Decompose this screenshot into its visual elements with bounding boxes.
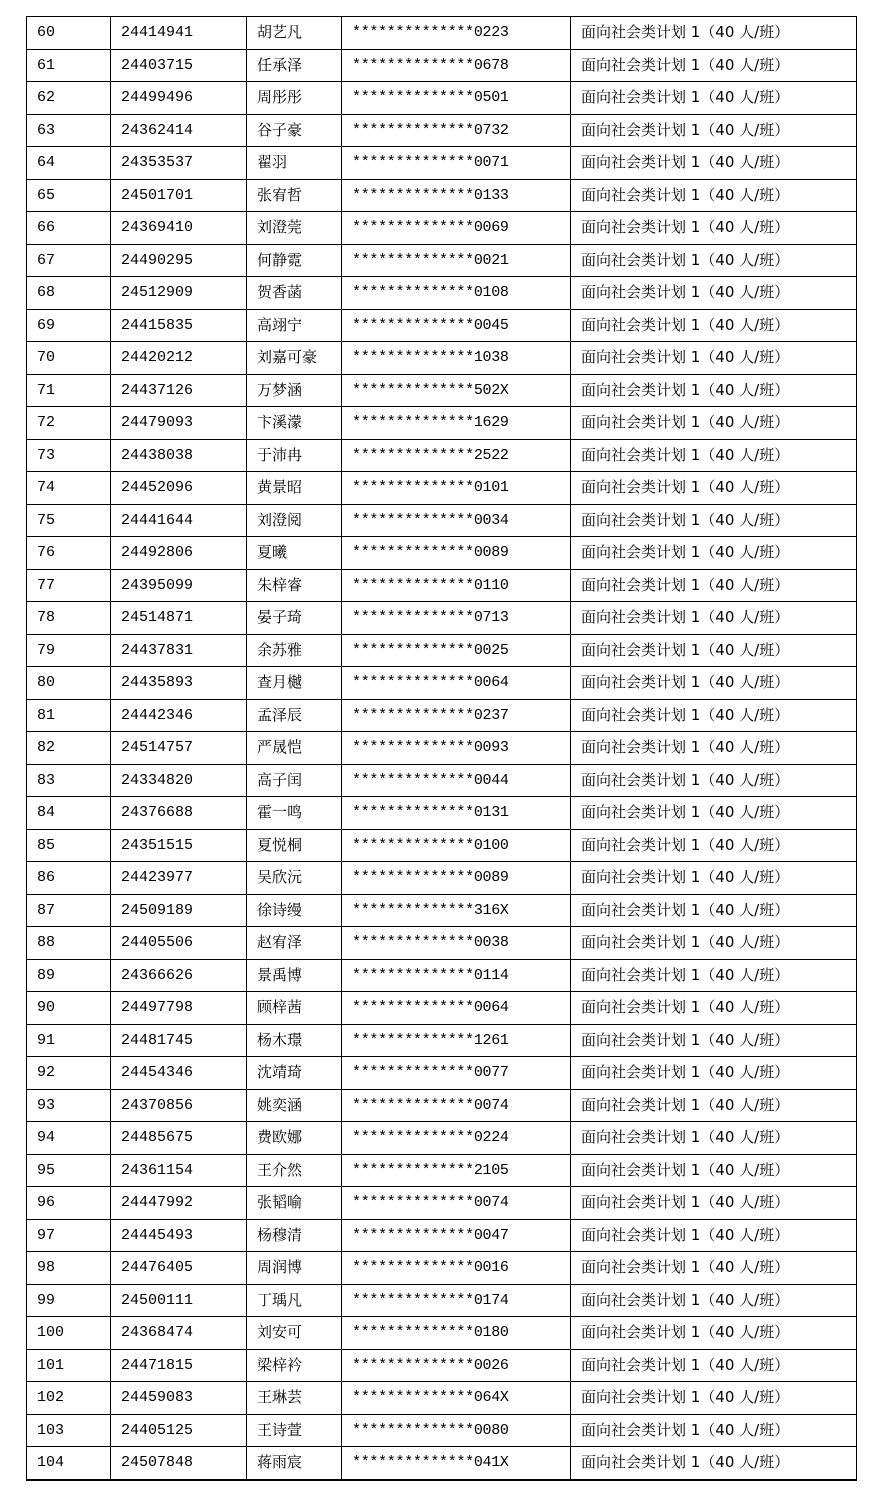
table-row <box>27 797 857 830</box>
table-row <box>27 439 857 472</box>
row-number: 78 <box>27 602 111 635</box>
student-id: 24414941 <box>111 17 247 50</box>
table-row <box>27 244 857 277</box>
student-id: 24423977 <box>111 862 247 895</box>
table-row <box>27 212 857 245</box>
enrollment-plan: 面向社会类计划 1（40 人/班） <box>571 147 857 180</box>
enrollment-plan: 面向社会类计划 1（40 人/班） <box>571 797 857 830</box>
row-number: 98 <box>27 1252 111 1285</box>
id-card-masked: **************0047 <box>342 1219 571 1252</box>
table-row <box>27 992 857 1025</box>
enrollment-plan: 面向社会类计划 1（40 人/班） <box>571 212 857 245</box>
table-row <box>27 1219 857 1252</box>
enrollment-plan: 面向社会类计划 1（40 人/班） <box>571 992 857 1025</box>
student-id: 24509189 <box>111 894 247 927</box>
student-name: 严晟恺 <box>247 732 342 765</box>
row-number: 102 <box>27 1382 111 1415</box>
row-number: 90 <box>27 992 111 1025</box>
table-row <box>27 1382 857 1415</box>
row-number: 85 <box>27 829 111 862</box>
student-id: 24415835 <box>111 309 247 342</box>
student-name: 刘澄莞 <box>247 212 342 245</box>
table-row <box>27 1089 857 1122</box>
row-number: 72 <box>27 407 111 440</box>
student-id: 24420212 <box>111 342 247 375</box>
enrollment-plan: 面向社会类计划 1（40 人/班） <box>571 1447 857 1480</box>
id-card-masked: **************2105 <box>342 1154 571 1187</box>
student-name: 高子闰 <box>247 764 342 797</box>
id-card-masked: **************0071 <box>342 147 571 180</box>
table-row <box>27 17 857 50</box>
student-name: 万梦涵 <box>247 374 342 407</box>
id-card-masked: **************502X <box>342 374 571 407</box>
id-card-masked: **************0077 <box>342 1057 571 1090</box>
table-row <box>27 179 857 212</box>
student-id: 24334820 <box>111 764 247 797</box>
enrollment-plan: 面向社会类计划 1（40 人/班） <box>571 374 857 407</box>
enrollment-plan: 面向社会类计划 1（40 人/班） <box>571 537 857 570</box>
id-card-masked: **************0101 <box>342 472 571 505</box>
student-name: 周彤彤 <box>247 82 342 115</box>
student-name: 杨穆清 <box>247 1219 342 1252</box>
table-row <box>27 732 857 765</box>
enrollment-plan: 面向社会类计划 1（40 人/班） <box>571 1187 857 1220</box>
id-card-masked: **************0044 <box>342 764 571 797</box>
table-row <box>27 1122 857 1155</box>
enrollment-plan: 面向社会类计划 1（40 人/班） <box>571 504 857 537</box>
id-card-masked: **************0021 <box>342 244 571 277</box>
student-name: 刘嘉可豪 <box>247 342 342 375</box>
enrollment-plan: 面向社会类计划 1（40 人/班） <box>571 1089 857 1122</box>
row-number: 101 <box>27 1349 111 1382</box>
id-card-masked: **************0110 <box>342 569 571 602</box>
table-row <box>27 634 857 667</box>
table-row <box>27 114 857 147</box>
student-name: 刘澄阅 <box>247 504 342 537</box>
id-card-masked: **************0089 <box>342 537 571 570</box>
row-number: 88 <box>27 927 111 960</box>
student-name: 蒋雨宸 <box>247 1447 342 1480</box>
enrollment-plan: 面向社会类计划 1（40 人/班） <box>571 1349 857 1382</box>
row-number: 79 <box>27 634 111 667</box>
student-id: 24395099 <box>111 569 247 602</box>
enrollment-plan: 面向社会类计划 1（40 人/班） <box>571 1252 857 1285</box>
id-card-masked: **************0108 <box>342 277 571 310</box>
row-number: 69 <box>27 309 111 342</box>
student-id: 24437126 <box>111 374 247 407</box>
student-name: 周润博 <box>247 1252 342 1285</box>
table-row <box>27 504 857 537</box>
row-number: 67 <box>27 244 111 277</box>
enrollment-plan: 面向社会类计划 1（40 人/班） <box>571 309 857 342</box>
enrollment-plan: 面向社会类计划 1（40 人/班） <box>571 49 857 82</box>
student-id: 24405125 <box>111 1414 247 1447</box>
row-number: 104 <box>27 1447 111 1480</box>
student-id: 24490295 <box>111 244 247 277</box>
student-name: 霍一鸣 <box>247 797 342 830</box>
student-id: 24514757 <box>111 732 247 765</box>
student-name: 卞溪濛 <box>247 407 342 440</box>
id-card-masked: **************0025 <box>342 634 571 667</box>
student-name: 夏曦 <box>247 537 342 570</box>
table-row <box>27 1414 857 1447</box>
id-card-masked: **************1261 <box>342 1024 571 1057</box>
student-id: 24370856 <box>111 1089 247 1122</box>
table-row <box>27 1447 857 1480</box>
enrollment-plan: 面向社会类计划 1（40 人/班） <box>571 1284 857 1317</box>
id-card-masked: **************0501 <box>342 82 571 115</box>
student-id: 24497798 <box>111 992 247 1025</box>
student-id: 24376688 <box>111 797 247 830</box>
enrollment-plan: 面向社会类计划 1（40 人/班） <box>571 699 857 732</box>
row-number: 82 <box>27 732 111 765</box>
id-card-masked: **************0180 <box>342 1317 571 1350</box>
id-card-masked: **************0114 <box>342 959 571 992</box>
row-number: 61 <box>27 49 111 82</box>
student-name: 刘安可 <box>247 1317 342 1350</box>
row-number: 76 <box>27 537 111 570</box>
id-card-masked: **************0064 <box>342 992 571 1025</box>
student-name: 张韬喻 <box>247 1187 342 1220</box>
student-name: 黄景昭 <box>247 472 342 505</box>
student-id: 24512909 <box>111 277 247 310</box>
table-row <box>27 82 857 115</box>
student-name: 查月樾 <box>247 667 342 700</box>
student-id: 24366626 <box>111 959 247 992</box>
student-name: 杨木璟 <box>247 1024 342 1057</box>
student-name: 费欧娜 <box>247 1122 342 1155</box>
row-number: 100 <box>27 1317 111 1350</box>
table-row <box>27 1057 857 1090</box>
student-id: 24403715 <box>111 49 247 82</box>
student-id: 24445493 <box>111 1219 247 1252</box>
student-name: 姚奕涵 <box>247 1089 342 1122</box>
student-name: 高翊宁 <box>247 309 342 342</box>
student-name: 吴欣沅 <box>247 862 342 895</box>
table-row <box>27 699 857 732</box>
enrollment-plan: 面向社会类计划 1（40 人/班） <box>571 277 857 310</box>
student-id: 24501701 <box>111 179 247 212</box>
id-card-masked: **************0732 <box>342 114 571 147</box>
row-number: 75 <box>27 504 111 537</box>
table-row <box>27 1154 857 1187</box>
id-card-masked: **************041X <box>342 1447 571 1480</box>
id-card-masked: **************0133 <box>342 179 571 212</box>
row-number: 87 <box>27 894 111 927</box>
row-number: 60 <box>27 17 111 50</box>
student-id: 24351515 <box>111 829 247 862</box>
enrollment-plan: 面向社会类计划 1（40 人/班） <box>571 82 857 115</box>
table-row <box>27 829 857 862</box>
enrollment-plan: 面向社会类计划 1（40 人/班） <box>571 602 857 635</box>
row-number: 89 <box>27 959 111 992</box>
row-number: 74 <box>27 472 111 505</box>
id-card-masked: **************0089 <box>342 862 571 895</box>
table-row <box>27 342 857 375</box>
student-name: 赵宥泽 <box>247 927 342 960</box>
table-row <box>27 537 857 570</box>
enrollment-plan: 面向社会类计划 1（40 人/班） <box>571 472 857 505</box>
row-number: 91 <box>27 1024 111 1057</box>
table-row <box>27 1252 857 1285</box>
enrollment-plan: 面向社会类计划 1（40 人/班） <box>571 1414 857 1447</box>
student-name: 晏子琦 <box>247 602 342 635</box>
enrollment-plan: 面向社会类计划 1（40 人/班） <box>571 1122 857 1155</box>
student-id: 24435893 <box>111 667 247 700</box>
student-id: 24361154 <box>111 1154 247 1187</box>
enrollment-plan: 面向社会类计划 1（40 人/班） <box>571 1024 857 1057</box>
student-id: 24442346 <box>111 699 247 732</box>
student-id: 24492806 <box>111 537 247 570</box>
row-number: 99 <box>27 1284 111 1317</box>
row-number: 93 <box>27 1089 111 1122</box>
table-row <box>27 472 857 505</box>
row-number: 80 <box>27 667 111 700</box>
table-row <box>27 1349 857 1382</box>
row-number: 84 <box>27 797 111 830</box>
student-id: 24454346 <box>111 1057 247 1090</box>
enrollment-plan: 面向社会类计划 1（40 人/班） <box>571 114 857 147</box>
id-card-masked: **************0678 <box>342 49 571 82</box>
id-card-masked: **************0100 <box>342 829 571 862</box>
student-id: 24471815 <box>111 1349 247 1382</box>
table-row <box>27 764 857 797</box>
enrollment-plan: 面向社会类计划 1（40 人/班） <box>571 959 857 992</box>
id-card-masked: **************0045 <box>342 309 571 342</box>
row-number: 73 <box>27 439 111 472</box>
enrollment-plan: 面向社会类计划 1（40 人/班） <box>571 439 857 472</box>
student-name: 顾梓茜 <box>247 992 342 1025</box>
student-id: 24437831 <box>111 634 247 667</box>
enrollment-table <box>26 16 857 1481</box>
student-name: 夏悦桐 <box>247 829 342 862</box>
enrollment-plan: 面向社会类计划 1（40 人/班） <box>571 894 857 927</box>
student-name: 何静霓 <box>247 244 342 277</box>
id-card-masked: **************0093 <box>342 732 571 765</box>
row-number: 71 <box>27 374 111 407</box>
row-number: 92 <box>27 1057 111 1090</box>
student-id: 24485675 <box>111 1122 247 1155</box>
enrollment-plan: 面向社会类计划 1（40 人/班） <box>571 634 857 667</box>
student-name: 孟泽辰 <box>247 699 342 732</box>
table-row <box>27 1317 857 1350</box>
table-row <box>27 894 857 927</box>
table-row <box>27 407 857 440</box>
id-card-masked: **************064X <box>342 1382 571 1415</box>
row-number: 77 <box>27 569 111 602</box>
student-id: 24441644 <box>111 504 247 537</box>
student-name: 谷子豪 <box>247 114 342 147</box>
row-number: 64 <box>27 147 111 180</box>
enrollment-plan: 面向社会类计划 1（40 人/班） <box>571 732 857 765</box>
row-number: 68 <box>27 277 111 310</box>
id-card-masked: **************0064 <box>342 667 571 700</box>
student-id: 24476405 <box>111 1252 247 1285</box>
row-number: 63 <box>27 114 111 147</box>
row-number: 97 <box>27 1219 111 1252</box>
enrollment-plan: 面向社会类计划 1（40 人/班） <box>571 17 857 50</box>
id-card-masked: **************0174 <box>342 1284 571 1317</box>
student-id: 24362414 <box>111 114 247 147</box>
table-row <box>27 309 857 342</box>
student-name: 余苏雅 <box>247 634 342 667</box>
student-id: 24499496 <box>111 82 247 115</box>
student-id: 24514871 <box>111 602 247 635</box>
student-id: 24353537 <box>111 147 247 180</box>
enrollment-plan: 面向社会类计划 1（40 人/班） <box>571 407 857 440</box>
id-card-masked: **************0069 <box>342 212 571 245</box>
id-card-masked: **************1038 <box>342 342 571 375</box>
student-name: 朱梓睿 <box>247 569 342 602</box>
enrollment-plan: 面向社会类计划 1（40 人/班） <box>571 1057 857 1090</box>
enrollment-plan: 面向社会类计划 1（40 人/班） <box>571 1154 857 1187</box>
id-card-masked: **************0223 <box>342 17 571 50</box>
row-number: 95 <box>27 1154 111 1187</box>
table-row <box>27 862 857 895</box>
row-number: 65 <box>27 179 111 212</box>
student-name: 王琳芸 <box>247 1382 342 1415</box>
table-row <box>27 277 857 310</box>
table-body <box>27 17 857 1480</box>
table-row <box>27 569 857 602</box>
enrollment-plan: 面向社会类计划 1（40 人/班） <box>571 829 857 862</box>
enrollment-plan: 面向社会类计划 1（40 人/班） <box>571 1382 857 1415</box>
student-name: 贺香菡 <box>247 277 342 310</box>
id-card-masked: **************0224 <box>342 1122 571 1155</box>
student-id: 24500111 <box>111 1284 247 1317</box>
id-card-masked: **************0026 <box>342 1349 571 1382</box>
id-card-masked: **************0237 <box>342 699 571 732</box>
student-name: 翟羽 <box>247 147 342 180</box>
id-card-masked: **************0131 <box>342 797 571 830</box>
row-number: 70 <box>27 342 111 375</box>
row-number: 86 <box>27 862 111 895</box>
student-id: 24369410 <box>111 212 247 245</box>
id-card-masked: **************0074 <box>342 1089 571 1122</box>
enrollment-plan: 面向社会类计划 1（40 人/班） <box>571 179 857 212</box>
student-name: 任承泽 <box>247 49 342 82</box>
enrollment-plan: 面向社会类计划 1（40 人/班） <box>571 764 857 797</box>
enrollment-plan: 面向社会类计划 1（40 人/班） <box>571 569 857 602</box>
student-id: 24481745 <box>111 1024 247 1057</box>
student-name: 张宥哲 <box>247 179 342 212</box>
student-id: 24452096 <box>111 472 247 505</box>
id-card-masked: **************0016 <box>342 1252 571 1285</box>
table-row <box>27 667 857 700</box>
row-number: 96 <box>27 1187 111 1220</box>
row-number: 83 <box>27 764 111 797</box>
enrollment-plan: 面向社会类计划 1（40 人/班） <box>571 1219 857 1252</box>
student-id: 24459083 <box>111 1382 247 1415</box>
id-card-masked: **************0034 <box>342 504 571 537</box>
enrollment-plan: 面向社会类计划 1（40 人/班） <box>571 342 857 375</box>
row-number: 81 <box>27 699 111 732</box>
student-id: 24438038 <box>111 439 247 472</box>
table-row <box>27 602 857 635</box>
student-id: 24405506 <box>111 927 247 960</box>
student-name: 梁梓衿 <box>247 1349 342 1382</box>
id-card-masked: **************0038 <box>342 927 571 960</box>
table-row <box>27 1187 857 1220</box>
id-card-masked: **************0074 <box>342 1187 571 1220</box>
id-card-masked: **************2522 <box>342 439 571 472</box>
table-row <box>27 49 857 82</box>
student-id: 24368474 <box>111 1317 247 1350</box>
student-name: 王介然 <box>247 1154 342 1187</box>
student-name: 沈靖琦 <box>247 1057 342 1090</box>
enrollment-plan: 面向社会类计划 1（40 人/班） <box>571 927 857 960</box>
row-number: 62 <box>27 82 111 115</box>
table-row <box>27 959 857 992</box>
table-row <box>27 147 857 180</box>
id-card-masked: **************0713 <box>342 602 571 635</box>
table-row <box>27 1284 857 1317</box>
enrollment-plan: 面向社会类计划 1（40 人/班） <box>571 1317 857 1350</box>
student-name: 于沛冉 <box>247 439 342 472</box>
table-row <box>27 374 857 407</box>
student-id: 24479093 <box>111 407 247 440</box>
student-id: 24447992 <box>111 1187 247 1220</box>
student-name: 景禹博 <box>247 959 342 992</box>
student-name: 王诗萱 <box>247 1414 342 1447</box>
student-name: 丁瑀凡 <box>247 1284 342 1317</box>
table-row <box>27 927 857 960</box>
student-id: 24507848 <box>111 1447 247 1480</box>
id-card-masked: **************316X <box>342 894 571 927</box>
enrollment-plan: 面向社会类计划 1（40 人/班） <box>571 667 857 700</box>
row-number: 103 <box>27 1414 111 1447</box>
id-card-masked: **************0080 <box>342 1414 571 1447</box>
enrollment-plan: 面向社会类计划 1（40 人/班） <box>571 862 857 895</box>
enrollment-plan: 面向社会类计划 1（40 人/班） <box>571 244 857 277</box>
id-card-masked: **************1629 <box>342 407 571 440</box>
row-number: 94 <box>27 1122 111 1155</box>
row-number: 66 <box>27 212 111 245</box>
student-name: 徐诗缦 <box>247 894 342 927</box>
table-row <box>27 1024 857 1057</box>
student-name: 胡艺凡 <box>247 17 342 50</box>
